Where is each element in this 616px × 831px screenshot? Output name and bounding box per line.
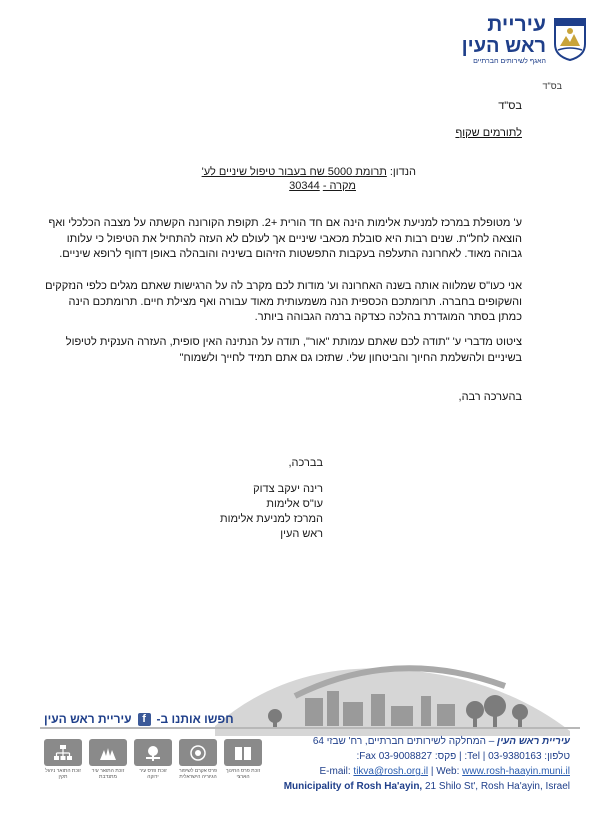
separator: | (458, 751, 462, 762)
signer-city: ראש העין (280, 528, 323, 540)
fax-label: פקס: (434, 751, 457, 762)
address-en: 21 Shilo St', Rosh Ha'ayin, Israel (422, 781, 570, 792)
city-skyline-illustration (175, 636, 575, 736)
case-number: 30344 (289, 180, 320, 192)
award-item (44, 739, 82, 780)
municipality-name-en: Municipality of Rosh Ha'ayin, (283, 781, 423, 792)
phone-number: 03-9380163 (488, 751, 542, 762)
body-paragraph-3: ציטוט מדברי ע' "תודה לכם שאתם עמותת "אור", תודה על הנתינה האין סופית, העזרה הענקית לטיפול בשיניים ולהשלמת החיוך והביטחון שלי. שתזכו גם אתם תמיד לחייך ולשמוח" (65, 336, 522, 364)
facebook-icon: f (138, 713, 151, 726)
org-name-line2: ראש העין (461, 35, 546, 57)
email-link[interactable]: tikva@rosh.org.il (353, 766, 429, 777)
award-label: זוכת פרס החינוך הארצי (225, 768, 261, 780)
award-item (224, 739, 262, 780)
department-name: האגף לשירותים חברתיים (473, 58, 546, 65)
award-label: פרס אקרם לשיפור הגיוריה הישראלית (179, 768, 217, 780)
org-name-line1: עיריית (487, 13, 546, 36)
phone-label: טלפון: (544, 751, 570, 762)
award-item (134, 739, 172, 780)
footer-divider (40, 727, 580, 729)
green-city-icon (134, 739, 172, 766)
contact-details (284, 734, 570, 794)
signature-blessing: בברכה, (288, 457, 323, 469)
signature-block (220, 482, 323, 542)
recipient: לתורמים שקוף (455, 127, 522, 139)
bsd-header: בס"ד (542, 81, 562, 91)
website-link[interactable]: www.rosh-haayin.muni.il (462, 766, 570, 777)
letterhead-text (462, 14, 546, 67)
city-emblem-icon (552, 16, 588, 62)
contact-dept-address: – המחלקה לשירותים חברתיים, רח' שבזי 64 (312, 736, 498, 747)
org-chart-icon (44, 739, 82, 766)
web-label: Web: (436, 766, 460, 777)
body-paragraph-2: אני כעו"ס שמלווה אותה בשנה האחרונה וע' מודות לכם מקרב לה על הרגישות שאתם מגלים כלפי הנזקקים והשקופים בחברה. תרומתכם הכספית הנה משמעותית מאוד עבורה ואף מצילת חיים. תרומתכם הינה כמתן בסתר המוגדרת בהלכה כצדקה ברמה הגבוהה ביותר. (45, 280, 522, 323)
follow-text: חפשו אותנו ב- (156, 712, 234, 726)
facebook-follow[interactable] (44, 712, 234, 726)
tel-label-en: Tel: (464, 751, 480, 762)
email-label: E-mail: (319, 766, 351, 777)
case-label: מקרה - (322, 180, 356, 192)
book-icon (224, 739, 262, 766)
subject-text: תרומת 5000 שח בעבור טיפול שיניים לע' (201, 166, 387, 178)
case-line (202, 179, 416, 193)
contact-address-en (284, 779, 570, 794)
award-label: זוכת התואר ניהול תקין (45, 768, 81, 780)
award-icons (44, 739, 262, 780)
body-paragraph-1: ע' מטופלת במרכז למניעת אלימות הינה אם חד הורית +2. תקופת הקורונה הקשתה על מצבה הכלכלי ואף הוצאה לחל"ת. שנים רבות היא סובלת מכאבי שיניים אך לעולם לא העזה להתחיל את הטיפול כי עלותו גבוהה מאוד. לאחרונה התעלפה בעקבות התפשטות הזיהום בשיניה והובהלה באופן דחוף לרופא שיניים. (48, 217, 522, 260)
award-label: זוכת פרס עיר ירוקה (139, 768, 167, 780)
contact-web-line (284, 764, 570, 779)
closing-regards: בהערכה רבה, (458, 391, 522, 403)
signer-title: עו"ס אלימות (266, 498, 323, 510)
subject-label: הנדון: (389, 166, 416, 178)
fax-label-en: Fax: (356, 751, 376, 762)
bsd-mark: בס"ד (498, 100, 522, 112)
contact-org-line (284, 734, 570, 749)
contact-org-name: עיריית ראש העין (497, 736, 570, 747)
letterhead (462, 14, 588, 74)
subject-block (202, 165, 416, 193)
award-icon (179, 739, 217, 766)
contact-phone-line (284, 749, 570, 764)
fax-number: 03-9008827 (378, 751, 433, 762)
award-item (179, 739, 217, 780)
signer-name: רינה יעקב צדוק (253, 483, 323, 495)
award-label: זוכת התואר עיר מתנדבת (91, 768, 125, 780)
award-item (89, 739, 127, 780)
separator: | (430, 766, 434, 777)
separator: | (482, 751, 486, 762)
subject-line (202, 165, 416, 179)
signer-center: המרכז למניעת אלימות (220, 513, 323, 525)
facebook-page-name: עיריית ראש העין (44, 712, 132, 726)
hands-icon (89, 739, 127, 766)
